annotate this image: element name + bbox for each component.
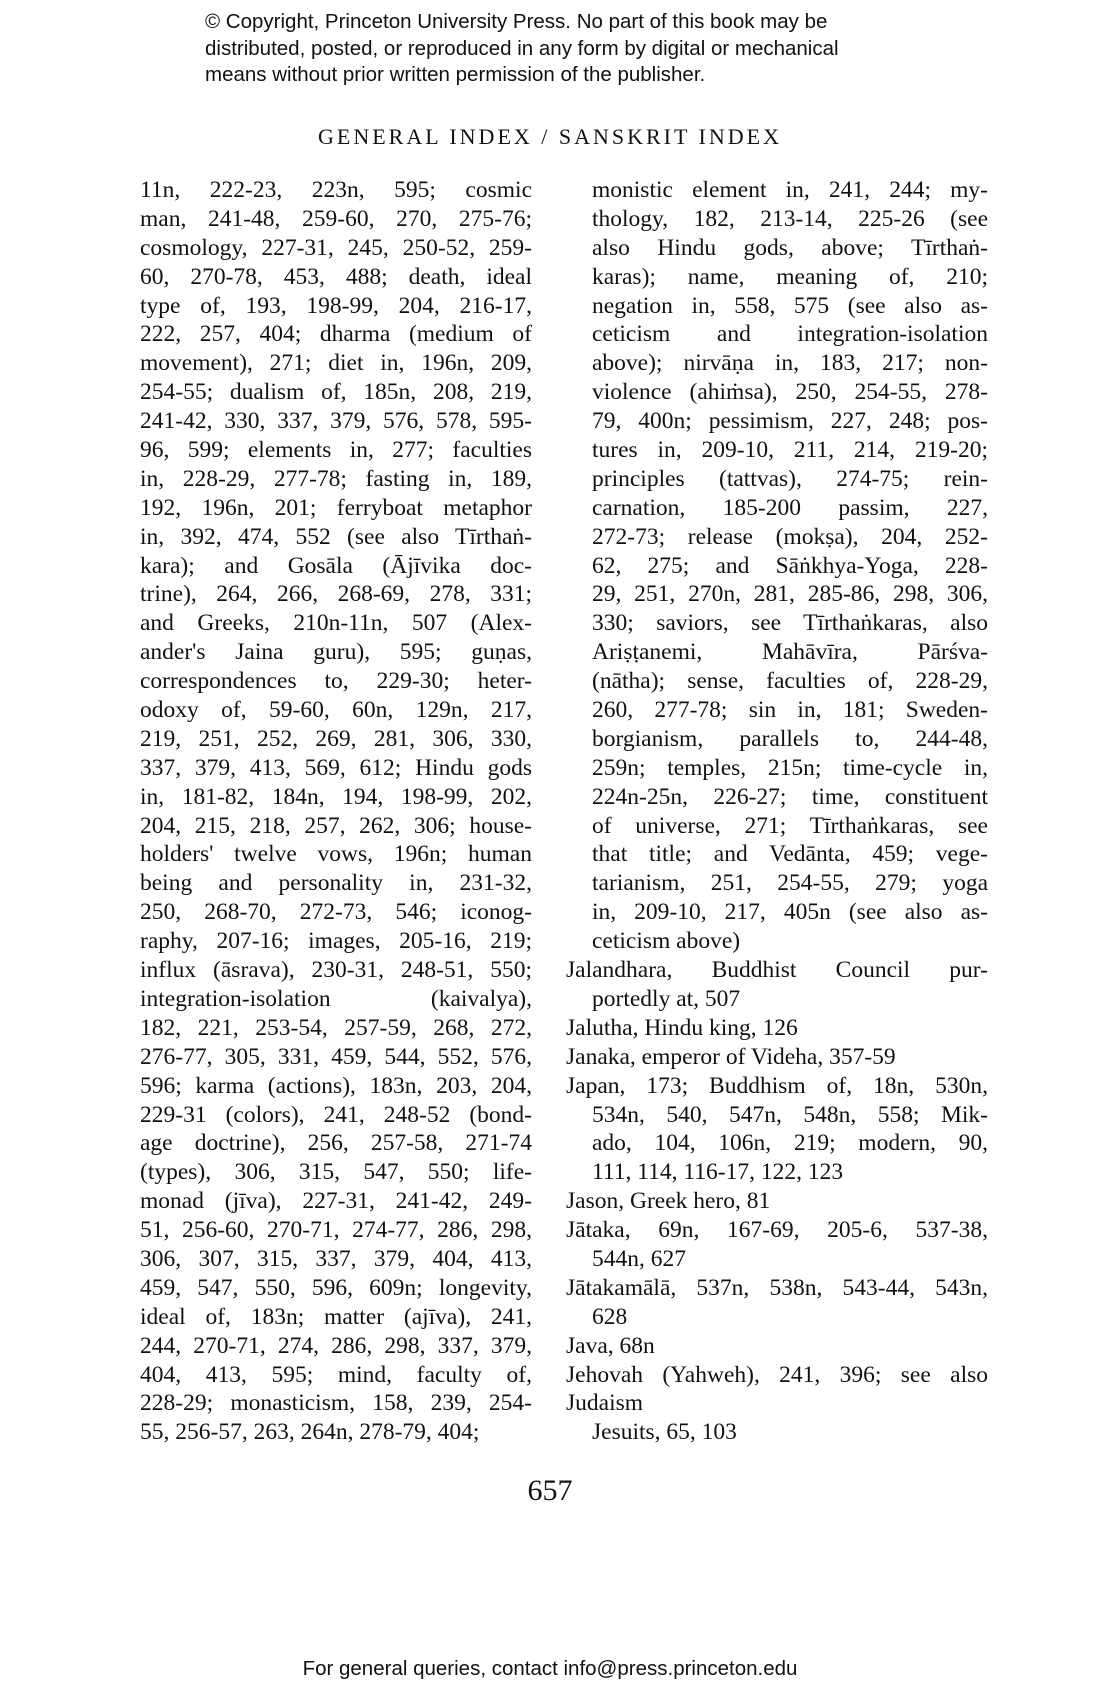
index-line: influx (āsrava), 230-31, 248-51, 550; bbox=[140, 957, 532, 984]
index-line: borgianism, parallels to, 244-48, bbox=[592, 725, 988, 752]
index-line: Japan, 173; Buddhism of, 18n, 530n, bbox=[566, 1072, 988, 1099]
index-line: Jātaka, 69n, 167-69, 205-6, 537-38, bbox=[566, 1217, 988, 1244]
index-column-right bbox=[566, 176, 988, 1447]
index-line: 534n, 540, 547n, 548n, 558; Mik- bbox=[592, 1101, 988, 1128]
index-line: 276-77, 305, 331, 459, 544, 552, 576, bbox=[140, 1043, 532, 1070]
index-line: type of, 193, 198-99, 204, 216-17, bbox=[140, 292, 532, 319]
index-line: 459, 547, 550, 596, 609n; longevity, bbox=[140, 1274, 532, 1301]
index-line: trine), 264, 266, 268-69, 278, 331; bbox=[140, 581, 532, 608]
index-line: 628 bbox=[592, 1303, 628, 1330]
index-line: portedly at, 507 bbox=[592, 985, 741, 1012]
index-line: above); nirvāṇa in, 183, 217; non- bbox=[592, 350, 988, 377]
index-line: 62, 275; and Sāṅkhya-Yoga, 228- bbox=[592, 552, 988, 579]
index-line: 330; saviors, see Tīrthaṅkaras, also bbox=[592, 610, 988, 637]
index-line: in, 392, 474, 552 (see also Tīrthaṅ- bbox=[140, 523, 532, 550]
index-line: ado, 104, 106n, 219; modern, 90, bbox=[592, 1130, 988, 1157]
index-line: carnation, 185-200 passim, 227, bbox=[592, 494, 988, 521]
index-line: 337, 379, 413, 569, 612; Hindu gods bbox=[140, 754, 532, 781]
index-line: 96, 599; elements in, 277; faculties bbox=[140, 437, 532, 464]
index-line: 204, 215, 218, 257, 262, 306; house- bbox=[140, 812, 532, 839]
index-line: monistic element in, 241, 244; my- bbox=[592, 177, 988, 203]
index-line: 222, 257, 404; dharma (medium of bbox=[140, 321, 532, 348]
index-line: movement), 271; diet in, 196n, 209, bbox=[140, 350, 532, 377]
index-line: 544n, 627 bbox=[592, 1245, 686, 1272]
index-line: violence (ahiṁsa), 250, 254-55, 278- bbox=[592, 379, 988, 406]
index-line: 29, 251, 270n, 281, 285-86, 298, 306, bbox=[592, 581, 988, 608]
index-line: 111, 114, 116-17, 122, 123 bbox=[592, 1159, 844, 1186]
index-line: also Hindu gods, above; Tīrthaṅ- bbox=[592, 234, 988, 261]
index-line: Judaism bbox=[566, 1390, 644, 1417]
copyright-line: © Copyright, Princeton University Press. No part of this book may be bbox=[205, 10, 828, 33]
index-line: Ariṣṭanemi, Mahāvīra, Pārśva- bbox=[592, 639, 988, 666]
index-line: integration-isolation (kaivalya), bbox=[140, 985, 532, 1012]
index-line: 244, 270-71, 274, 286, 298, 337, 379, bbox=[140, 1332, 532, 1359]
index-line: tarianism, 251, 254-55, 279; yoga bbox=[592, 870, 988, 897]
index-line: in, 181-82, 184n, 194, 198-99, 202, bbox=[140, 783, 532, 810]
index-line: cosmology, 227-31, 245, 250-52, 259- bbox=[140, 234, 532, 261]
index-line: Jesuits, 65, 103 bbox=[592, 1419, 737, 1446]
footer-contact: For general queries, contact info@press.princeton.edu bbox=[302, 1657, 798, 1680]
index-line: 241-42, 330, 337, 379, 576, 578, 595- bbox=[140, 408, 532, 435]
index-line: 51, 256-60, 270-71, 274-77, 286, 298, bbox=[140, 1217, 532, 1244]
index-line: ander's Jaina guru), 595; guṇas, bbox=[140, 639, 532, 666]
index-line: Jātakamālā, 537n, 538n, 543-44, 543n, bbox=[566, 1274, 988, 1301]
index-line: principles (tattvas), 274-75; rein- bbox=[592, 465, 988, 492]
index-line: Java, 68n bbox=[566, 1332, 655, 1359]
index-line: ideal of, 183n; matter (ajīva), 241, bbox=[140, 1303, 532, 1330]
index-line: 272-73; release (mokṣa), 204, 252- bbox=[592, 523, 988, 550]
index-line: thology, 182, 213-14, 225-26 (see bbox=[592, 205, 988, 232]
index-line: age doctrine), 256, 257-58, 271-74 bbox=[140, 1130, 532, 1157]
index-line: 260, 277-78; sin in, 181; Sweden- bbox=[592, 697, 988, 724]
index-line: raphy, 207-16; images, 205-16, 219; bbox=[140, 928, 532, 955]
index-line: kara); and Gosāla (Ājīvika doc- bbox=[140, 552, 532, 579]
index-line: 219, 251, 252, 269, 281, 306, 330, bbox=[140, 725, 532, 752]
index-line: 404, 413, 595; mind, faculty of, bbox=[140, 1361, 532, 1388]
index-line: 60, 270-78, 453, 488; death, ideal bbox=[140, 263, 532, 290]
index-line: in, 228-29, 277-78; fasting in, 189, bbox=[140, 465, 532, 492]
index-line: (types), 306, 315, 547, 550; life- bbox=[140, 1159, 532, 1186]
index-line: 306, 307, 315, 337, 379, 404, 413, bbox=[140, 1245, 532, 1272]
index-line: 596; karma (actions), 183n, 203, 204, bbox=[140, 1072, 532, 1099]
index-line: holders' twelve vows, 196n; human bbox=[140, 841, 532, 868]
index-line: that title; and Vedānta, 459; vege- bbox=[592, 841, 988, 868]
page-number: 657 bbox=[527, 1474, 573, 1507]
index-line: ceticism and integration-isolation bbox=[592, 321, 988, 348]
index-line: correspondences to, 229-30; heter- bbox=[140, 668, 532, 695]
index-line: Jalutha, Hindu king, 126 bbox=[566, 1014, 798, 1041]
index-line: monad (jīva), 227-31, 241-42, 249- bbox=[140, 1188, 532, 1215]
index-line: and Greeks, 210n-11n, 507 (Alex- bbox=[140, 610, 532, 637]
index-line: 224n-25n, 226-27; time, constituent bbox=[592, 783, 988, 810]
index-line: 228-29; monasticism, 158, 239, 254- bbox=[140, 1390, 532, 1417]
index-line: Jason, Greek hero, 81 bbox=[566, 1188, 771, 1215]
copyright-line: distributed, posted, or reproduced in any form by digital or mechanical bbox=[205, 36, 839, 60]
index-line: 250, 268-70, 272-73, 546; iconog- bbox=[140, 899, 532, 926]
index-line: in, 209-10, 217, 405n (see also as- bbox=[592, 899, 988, 926]
index-line: 254-55; dualism of, 185n, 208, 219, bbox=[140, 379, 532, 406]
index-line: man, 241-48, 259-60, 270, 275-76; bbox=[140, 205, 532, 232]
index-line: karas); name, meaning of, 210; bbox=[592, 263, 988, 290]
index-line: (nātha); sense, faculties of, 228-29, bbox=[592, 668, 988, 695]
index-line: ceticism above) bbox=[592, 928, 741, 955]
page-header: GENERAL INDEX / SANSKRIT INDEX bbox=[318, 124, 782, 149]
index-line: 182, 221, 253-54, 257-59, 268, 272, bbox=[140, 1014, 532, 1041]
index-line: 192, 196n, 201; ferryboat metaphor bbox=[140, 494, 532, 521]
index-line: negation in, 558, 575 (see also as- bbox=[592, 292, 988, 319]
index-line: 55, 256-57, 263, 264n, 278-79, 404; bbox=[140, 1419, 480, 1446]
index-line: 259n; temples, 215n; time-cycle in, bbox=[592, 754, 988, 781]
index-line: odoxy of, 59-60, 60n, 129n, 217, bbox=[140, 697, 532, 724]
index-line: tures in, 209-10, 211, 214, 219-20; bbox=[592, 437, 988, 464]
copyright-line: means without prior written permission of the publisher. bbox=[205, 63, 706, 86]
index-line: 11n, 222-23, 223n, 595; cosmic bbox=[140, 177, 532, 203]
index-line: being and personality in, 231-32, bbox=[140, 870, 532, 897]
index-line: 79, 400n; pessimism, 227, 248; pos- bbox=[592, 408, 988, 435]
copyright-notice bbox=[205, 9, 925, 89]
index-line: Jehovah (Yahweh), 241, 396; see also bbox=[566, 1361, 988, 1388]
index-line: 229-31 (colors), 241, 248-52 (bond- bbox=[140, 1101, 532, 1128]
index-line: Janaka, emperor of Videha, 357-59 bbox=[566, 1043, 896, 1070]
index-column-left bbox=[140, 176, 532, 1447]
index-line: Jalandhara, Buddhist Council pur- bbox=[566, 957, 988, 984]
index-line: of universe, 271; Tīrthaṅkaras, see bbox=[592, 812, 988, 839]
